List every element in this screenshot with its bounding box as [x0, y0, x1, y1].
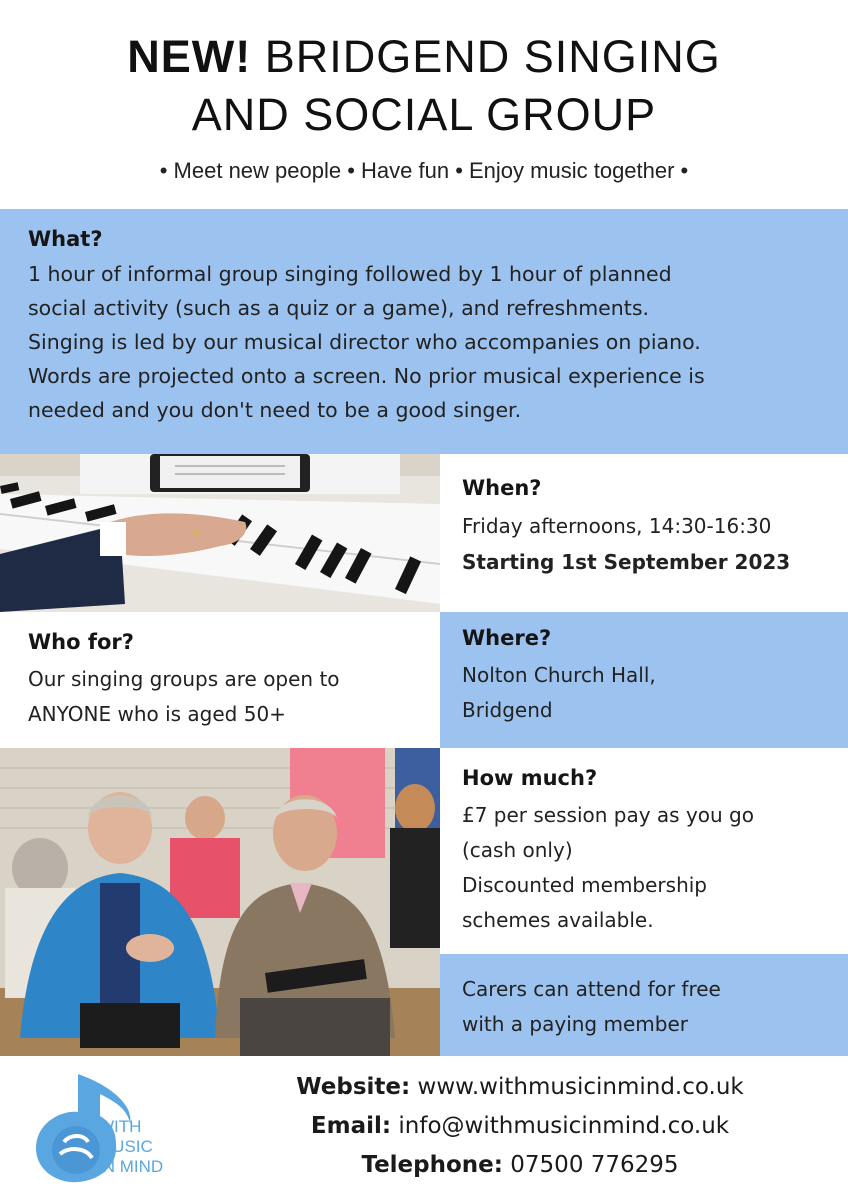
where-section	[440, 612, 848, 748]
how-much-section	[440, 748, 848, 954]
carers-note: Carers can attend for free with a paying member	[462, 977, 721, 1036]
what-section	[0, 209, 848, 454]
how-much-heading: How much?	[462, 766, 598, 790]
when-start-date: Starting 1st September 2023	[462, 550, 791, 574]
website-line: Website: www.withmusicinmind.co.uk	[296, 1074, 744, 1100]
what-heading: What?	[28, 227, 103, 251]
piano-photo	[0, 454, 440, 612]
telephone-number[interactable]: 07500 776295	[502, 1152, 679, 1178]
contact-details	[210, 1068, 830, 1185]
svg-text:WITH: WITH	[98, 1117, 142, 1136]
tagline: • Meet new people • Have fun • Enjoy music together •	[159, 158, 689, 183]
when-heading: When?	[462, 476, 542, 500]
where-address: Nolton Church Hall, Bridgend	[462, 663, 656, 722]
email-link[interactable]: info@withmusicinmind.co.uk	[391, 1113, 730, 1139]
email-line: Email: info@withmusicinmind.co.uk	[310, 1113, 730, 1139]
when-time: Friday afternoons, 14:30-16:30	[462, 514, 772, 538]
svg-text:MUSIC: MUSIC	[98, 1137, 153, 1156]
group-photo	[0, 748, 440, 1056]
where-heading: Where?	[462, 626, 552, 650]
carers-section	[440, 954, 848, 1056]
who-for-heading: Who for?	[28, 630, 134, 654]
svg-text:IN MIND: IN MIND	[98, 1157, 164, 1176]
when-section	[440, 454, 848, 612]
with-music-in-mind-logo	[30, 1072, 210, 1188]
who-for-section	[0, 612, 440, 748]
who-for-description: Our singing groups are open to ANYONE who is aged 50+	[28, 667, 340, 726]
page-title: NEW! BRIDGEND SINGING AND SOCIAL GROUP	[127, 31, 721, 140]
website-link[interactable]: www.withmusicinmind.co.uk	[410, 1074, 744, 1100]
telephone-line: Telephone: 07500 776295	[361, 1152, 679, 1178]
what-description: 1 hour of informal group singing followed by 1 hour of planned social activity (such as a quiz or a game), and refreshments. Singing is led by our musical director who accompanies on piano. Words are projected onto a screen. No prior musical experience is needed and you don't need to be a good singer.	[28, 262, 705, 422]
how-much-description: £7 per session pay as you go (cash only) Discounted membership schemes available.	[462, 803, 754, 932]
